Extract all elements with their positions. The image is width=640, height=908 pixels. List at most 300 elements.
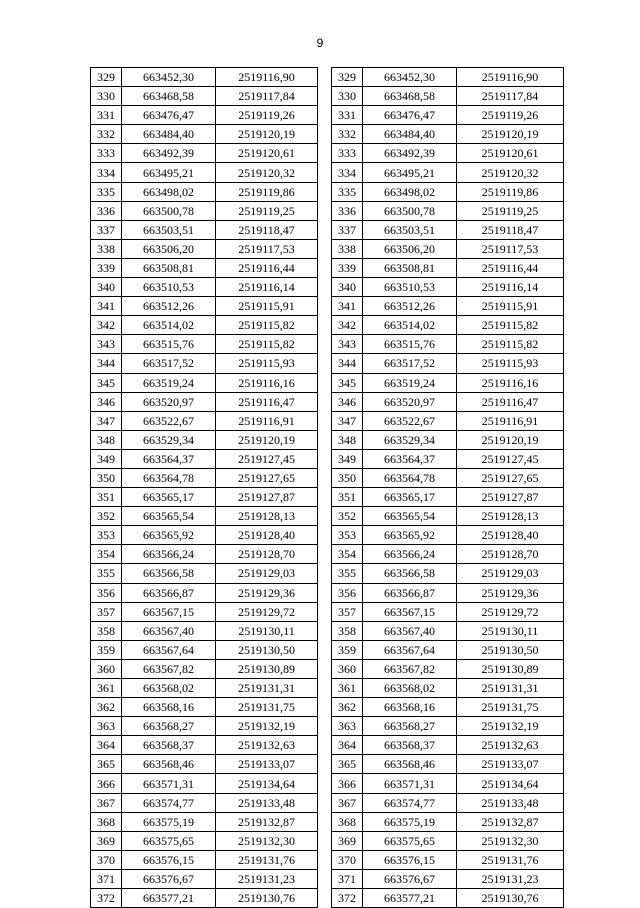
y-coordinate-cell: 2519132,63 — [457, 736, 564, 755]
y-coordinate-cell: 2519117,84 — [457, 87, 564, 106]
point-number-cell: 332 — [91, 125, 122, 144]
table-row — [332, 831, 564, 850]
point-number-cell: 362 — [91, 698, 122, 717]
table-row — [332, 679, 564, 698]
table-row — [91, 220, 318, 239]
table-row — [91, 468, 318, 487]
table-body-right — [332, 68, 564, 908]
table-row — [91, 602, 318, 621]
x-coordinate-cell: 663575,19 — [363, 812, 457, 831]
y-coordinate-cell: 2519130,50 — [457, 640, 564, 659]
table-row — [332, 545, 564, 564]
y-coordinate-cell: 2519133,07 — [457, 755, 564, 774]
x-coordinate-cell: 663566,58 — [363, 564, 457, 583]
y-coordinate-cell: 2519119,86 — [457, 182, 564, 201]
point-number-cell: 336 — [91, 201, 122, 220]
y-coordinate-cell: 2519116,91 — [216, 411, 318, 430]
point-number-cell: 330 — [332, 87, 363, 106]
x-coordinate-cell: 663500,78 — [363, 201, 457, 220]
point-number-cell: 334 — [332, 163, 363, 182]
table-row — [332, 392, 564, 411]
point-number-cell: 341 — [332, 297, 363, 316]
table-row — [91, 354, 318, 373]
x-coordinate-cell: 663575,19 — [122, 812, 216, 831]
y-coordinate-cell: 2519115,82 — [457, 316, 564, 335]
point-number-cell: 359 — [332, 640, 363, 659]
point-number-cell: 334 — [91, 163, 122, 182]
y-coordinate-cell: 2519132,87 — [457, 812, 564, 831]
y-coordinate-cell: 2519133,07 — [216, 755, 318, 774]
y-coordinate-cell: 2519116,44 — [216, 258, 318, 277]
y-coordinate-cell: 2519130,76 — [216, 889, 318, 908]
point-number-cell: 363 — [91, 717, 122, 736]
y-coordinate-cell: 2519115,82 — [216, 335, 318, 354]
table-row — [91, 411, 318, 430]
table-row — [91, 201, 318, 220]
point-number-cell: 367 — [91, 793, 122, 812]
y-coordinate-cell: 2519132,30 — [457, 831, 564, 850]
x-coordinate-cell: 663567,82 — [122, 659, 216, 678]
point-number-cell: 349 — [91, 449, 122, 468]
x-coordinate-cell: 663522,67 — [363, 411, 457, 430]
x-coordinate-cell: 663565,54 — [363, 507, 457, 526]
table-body-left — [91, 68, 318, 908]
table-row — [91, 640, 318, 659]
y-coordinate-cell: 2519127,45 — [216, 449, 318, 468]
x-coordinate-cell: 663520,97 — [363, 392, 457, 411]
y-coordinate-cell: 2519131,75 — [457, 698, 564, 717]
point-number-cell: 369 — [332, 831, 363, 850]
x-coordinate-cell: 663508,81 — [122, 258, 216, 277]
y-coordinate-cell: 2519131,76 — [216, 850, 318, 869]
y-coordinate-cell: 2519115,82 — [457, 335, 564, 354]
table-row — [91, 812, 318, 831]
point-number-cell: 365 — [91, 755, 122, 774]
table-row — [91, 449, 318, 468]
point-number-cell: 360 — [91, 659, 122, 678]
coordinates-table-right — [331, 67, 555, 908]
table-row — [332, 564, 564, 583]
x-coordinate-cell: 663565,92 — [122, 526, 216, 545]
y-coordinate-cell: 2519116,47 — [216, 392, 318, 411]
x-coordinate-cell: 663566,87 — [122, 583, 216, 602]
y-coordinate-cell: 2519130,11 — [216, 621, 318, 640]
y-coordinate-cell: 2519127,65 — [457, 468, 564, 487]
x-coordinate-cell: 663565,17 — [363, 488, 457, 507]
y-coordinate-cell: 2519134,64 — [216, 774, 318, 793]
y-coordinate-cell: 2519132,19 — [216, 717, 318, 736]
x-coordinate-cell: 663506,20 — [122, 239, 216, 258]
x-coordinate-cell: 663568,46 — [122, 755, 216, 774]
x-coordinate-cell: 663577,21 — [363, 889, 457, 908]
y-coordinate-cell: 2519131,31 — [457, 679, 564, 698]
x-coordinate-cell: 663510,53 — [363, 278, 457, 297]
y-coordinate-cell: 2519118,47 — [457, 220, 564, 239]
table-row — [332, 793, 564, 812]
table-row — [91, 583, 318, 602]
point-number-cell: 340 — [332, 278, 363, 297]
y-coordinate-cell: 2519116,16 — [216, 373, 318, 392]
y-coordinate-cell: 2519117,53 — [457, 239, 564, 258]
x-coordinate-cell: 663452,30 — [122, 68, 216, 87]
x-coordinate-cell: 663568,27 — [363, 717, 457, 736]
point-number-cell: 359 — [91, 640, 122, 659]
x-coordinate-cell: 663564,37 — [363, 449, 457, 468]
y-coordinate-cell: 2519120,32 — [216, 163, 318, 182]
x-coordinate-cell: 663568,27 — [122, 717, 216, 736]
x-coordinate-cell: 663495,21 — [122, 163, 216, 182]
x-coordinate-cell: 663566,58 — [122, 564, 216, 583]
x-coordinate-cell: 663492,39 — [122, 144, 216, 163]
table-row — [91, 698, 318, 717]
point-number-cell: 332 — [332, 125, 363, 144]
y-coordinate-cell: 2519118,47 — [216, 220, 318, 239]
point-number-cell: 351 — [91, 488, 122, 507]
table-row — [332, 87, 564, 106]
x-coordinate-cell: 663514,02 — [363, 316, 457, 335]
y-coordinate-cell: 2519129,03 — [216, 564, 318, 583]
point-number-cell: 360 — [332, 659, 363, 678]
table-row — [91, 564, 318, 583]
x-coordinate-cell: 663567,64 — [363, 640, 457, 659]
table-row — [91, 545, 318, 564]
x-coordinate-cell: 663503,51 — [122, 220, 216, 239]
y-coordinate-cell: 2519127,45 — [457, 449, 564, 468]
point-number-cell: 364 — [332, 736, 363, 755]
x-coordinate-cell: 663476,47 — [363, 106, 457, 125]
y-coordinate-cell: 2519130,89 — [457, 659, 564, 678]
y-coordinate-cell: 2519130,11 — [457, 621, 564, 640]
table-row — [332, 106, 564, 125]
x-coordinate-cell: 663568,16 — [122, 698, 216, 717]
table-row — [91, 717, 318, 736]
y-coordinate-cell: 2519131,31 — [216, 679, 318, 698]
table-row — [332, 507, 564, 526]
y-coordinate-cell: 2519119,25 — [216, 201, 318, 220]
table-row — [332, 316, 564, 335]
table-row — [91, 335, 318, 354]
point-number-cell: 355 — [91, 564, 122, 583]
point-number-cell: 343 — [332, 335, 363, 354]
table-row — [91, 392, 318, 411]
table-row — [91, 679, 318, 698]
point-number-cell: 354 — [332, 545, 363, 564]
y-coordinate-cell: 2519116,14 — [457, 278, 564, 297]
point-number-cell: 371 — [332, 869, 363, 888]
point-number-cell: 364 — [91, 736, 122, 755]
x-coordinate-cell: 663568,16 — [363, 698, 457, 717]
y-coordinate-cell: 2519119,86 — [216, 182, 318, 201]
x-coordinate-cell: 663517,52 — [363, 354, 457, 373]
y-coordinate-cell: 2519119,26 — [216, 106, 318, 125]
table-row — [332, 430, 564, 449]
y-coordinate-cell: 2519127,87 — [216, 488, 318, 507]
y-coordinate-cell: 2519120,19 — [457, 430, 564, 449]
point-number-cell: 339 — [332, 258, 363, 277]
y-coordinate-cell: 2519128,13 — [457, 507, 564, 526]
point-number-cell: 357 — [332, 602, 363, 621]
table-row — [332, 335, 564, 354]
table-row — [91, 68, 318, 87]
x-coordinate-cell: 663577,21 — [122, 889, 216, 908]
y-coordinate-cell: 2519115,93 — [216, 354, 318, 373]
point-number-cell: 361 — [91, 679, 122, 698]
point-number-cell: 350 — [91, 468, 122, 487]
point-number-cell: 366 — [91, 774, 122, 793]
point-number-cell: 370 — [332, 850, 363, 869]
y-coordinate-cell: 2519120,61 — [216, 144, 318, 163]
y-coordinate-cell: 2519128,40 — [216, 526, 318, 545]
point-number-cell: 366 — [332, 774, 363, 793]
point-number-cell: 353 — [332, 526, 363, 545]
y-coordinate-cell: 2519116,14 — [216, 278, 318, 297]
y-coordinate-cell: 2519131,23 — [216, 869, 318, 888]
table-row — [332, 602, 564, 621]
table-row — [332, 717, 564, 736]
y-coordinate-cell: 2519129,72 — [457, 602, 564, 621]
y-coordinate-cell: 2519133,48 — [216, 793, 318, 812]
table-row — [332, 583, 564, 602]
point-number-cell: 362 — [332, 698, 363, 717]
point-number-cell: 354 — [91, 545, 122, 564]
point-number-cell: 336 — [332, 201, 363, 220]
table-row — [91, 87, 318, 106]
table-row — [91, 621, 318, 640]
point-number-cell: 342 — [332, 316, 363, 335]
table-row — [91, 869, 318, 888]
point-number-cell: 368 — [91, 812, 122, 831]
x-coordinate-cell: 663566,24 — [122, 545, 216, 564]
table-row — [91, 297, 318, 316]
table-row — [332, 373, 564, 392]
y-coordinate-cell: 2519115,82 — [216, 316, 318, 335]
y-coordinate-cell: 2519132,30 — [216, 831, 318, 850]
y-coordinate-cell: 2519132,19 — [457, 717, 564, 736]
table-row — [91, 488, 318, 507]
y-coordinate-cell: 2519115,93 — [457, 354, 564, 373]
table-row — [332, 239, 564, 258]
point-number-cell: 352 — [332, 507, 363, 526]
point-number-cell: 349 — [332, 449, 363, 468]
table-row — [332, 659, 564, 678]
x-coordinate-cell: 663564,78 — [363, 468, 457, 487]
table-row — [91, 774, 318, 793]
point-number-cell: 357 — [91, 602, 122, 621]
point-number-cell: 344 — [332, 354, 363, 373]
x-coordinate-cell: 663576,15 — [363, 850, 457, 869]
y-coordinate-cell: 2519115,91 — [216, 297, 318, 316]
y-coordinate-cell: 2519132,87 — [216, 812, 318, 831]
table-row — [332, 526, 564, 545]
x-coordinate-cell: 663571,31 — [363, 774, 457, 793]
x-coordinate-cell: 663492,39 — [363, 144, 457, 163]
point-number-cell: 331 — [91, 106, 122, 125]
point-number-cell: 333 — [91, 144, 122, 163]
y-coordinate-cell: 2519115,91 — [457, 297, 564, 316]
y-coordinate-cell: 2519128,70 — [457, 545, 564, 564]
point-number-cell: 339 — [91, 258, 122, 277]
y-coordinate-cell: 2519131,75 — [216, 698, 318, 717]
x-coordinate-cell: 663564,37 — [122, 449, 216, 468]
x-coordinate-cell: 663512,26 — [122, 297, 216, 316]
x-coordinate-cell: 663567,40 — [122, 621, 216, 640]
y-coordinate-cell: 2519116,91 — [457, 411, 564, 430]
x-coordinate-cell: 663568,37 — [122, 736, 216, 755]
point-number-cell: 331 — [332, 106, 363, 125]
table-row — [91, 182, 318, 201]
point-number-cell: 347 — [332, 411, 363, 430]
x-coordinate-cell: 663568,37 — [363, 736, 457, 755]
y-coordinate-cell: 2519120,19 — [216, 125, 318, 144]
x-coordinate-cell: 663576,67 — [122, 869, 216, 888]
x-coordinate-cell: 663508,81 — [363, 258, 457, 277]
x-coordinate-cell: 663567,15 — [122, 602, 216, 621]
point-number-cell: 368 — [332, 812, 363, 831]
point-number-cell: 372 — [332, 889, 363, 908]
x-coordinate-cell: 663575,65 — [363, 831, 457, 850]
point-number-cell: 370 — [91, 850, 122, 869]
page-number: 9 — [316, 36, 324, 50]
point-number-cell: 335 — [91, 182, 122, 201]
x-coordinate-cell: 663522,67 — [122, 411, 216, 430]
x-coordinate-cell: 663452,30 — [363, 68, 457, 87]
table-row — [332, 182, 564, 201]
point-number-cell: 356 — [91, 583, 122, 602]
point-number-cell: 343 — [91, 335, 122, 354]
x-coordinate-cell: 663575,65 — [122, 831, 216, 850]
x-coordinate-cell: 663510,53 — [122, 278, 216, 297]
y-coordinate-cell: 2519120,32 — [457, 163, 564, 182]
x-coordinate-cell: 663506,20 — [363, 239, 457, 258]
x-coordinate-cell: 663515,76 — [122, 335, 216, 354]
x-coordinate-cell: 663564,78 — [122, 468, 216, 487]
y-coordinate-cell: 2519128,70 — [216, 545, 318, 564]
y-coordinate-cell: 2519127,87 — [457, 488, 564, 507]
table-row — [332, 163, 564, 182]
point-number-cell: 356 — [332, 583, 363, 602]
table-row — [332, 125, 564, 144]
point-number-cell: 348 — [91, 430, 122, 449]
x-coordinate-cell: 663503,51 — [363, 220, 457, 239]
table-row — [91, 507, 318, 526]
point-number-cell: 341 — [91, 297, 122, 316]
point-number-cell: 338 — [91, 239, 122, 258]
x-coordinate-cell: 663566,24 — [363, 545, 457, 564]
table-row — [91, 239, 318, 258]
y-coordinate-cell: 2519134,64 — [457, 774, 564, 793]
point-number-cell: 350 — [332, 468, 363, 487]
table-row — [332, 812, 564, 831]
point-number-cell: 372 — [91, 889, 122, 908]
x-coordinate-cell: 663476,47 — [122, 106, 216, 125]
table-row — [91, 163, 318, 182]
point-number-cell: 337 — [332, 220, 363, 239]
point-number-cell: 352 — [91, 507, 122, 526]
point-number-cell: 358 — [91, 621, 122, 640]
y-coordinate-cell: 2519119,25 — [457, 201, 564, 220]
table-row — [332, 869, 564, 888]
point-number-cell: 342 — [91, 316, 122, 335]
point-number-cell: 363 — [332, 717, 363, 736]
y-coordinate-cell: 2519116,16 — [457, 373, 564, 392]
x-coordinate-cell: 663468,58 — [122, 87, 216, 106]
point-number-cell: 365 — [332, 755, 363, 774]
table-row — [332, 850, 564, 869]
x-coordinate-cell: 663529,34 — [122, 430, 216, 449]
point-number-cell: 348 — [332, 430, 363, 449]
y-coordinate-cell: 2519128,40 — [457, 526, 564, 545]
x-coordinate-cell: 663567,40 — [363, 621, 457, 640]
y-coordinate-cell: 2519131,23 — [457, 869, 564, 888]
table-row — [332, 468, 564, 487]
y-coordinate-cell: 2519130,89 — [216, 659, 318, 678]
table-row — [332, 220, 564, 239]
table-row — [91, 430, 318, 449]
x-coordinate-cell: 663567,15 — [363, 602, 457, 621]
point-number-cell: 351 — [332, 488, 363, 507]
table-row — [91, 526, 318, 545]
table-row — [332, 774, 564, 793]
table-row — [91, 258, 318, 277]
y-coordinate-cell: 2519133,48 — [457, 793, 564, 812]
point-number-cell: 346 — [91, 392, 122, 411]
x-coordinate-cell: 663567,82 — [363, 659, 457, 678]
x-coordinate-cell: 663567,64 — [122, 640, 216, 659]
x-coordinate-cell: 663484,40 — [363, 125, 457, 144]
table-row — [91, 125, 318, 144]
point-number-cell: 345 — [91, 373, 122, 392]
table-row — [91, 736, 318, 755]
coordinates-table-left — [90, 67, 314, 908]
x-coordinate-cell: 663576,15 — [122, 850, 216, 869]
x-coordinate-cell: 663484,40 — [122, 125, 216, 144]
table-row — [332, 258, 564, 277]
point-number-cell: 355 — [332, 564, 363, 583]
y-coordinate-cell: 2519119,26 — [457, 106, 564, 125]
y-coordinate-cell: 2519131,76 — [457, 850, 564, 869]
point-number-cell: 337 — [91, 220, 122, 239]
point-number-cell: 346 — [332, 392, 363, 411]
table-row — [332, 698, 564, 717]
point-number-cell: 333 — [332, 144, 363, 163]
table-row — [91, 144, 318, 163]
table-row — [91, 659, 318, 678]
point-number-cell: 358 — [332, 621, 363, 640]
table-row — [91, 755, 318, 774]
y-coordinate-cell: 2519117,53 — [216, 239, 318, 258]
x-coordinate-cell: 663566,87 — [363, 583, 457, 602]
x-coordinate-cell: 663519,24 — [122, 373, 216, 392]
x-coordinate-cell: 663568,02 — [122, 679, 216, 698]
point-number-cell: 347 — [91, 411, 122, 430]
table-row — [91, 106, 318, 125]
y-coordinate-cell: 2519129,36 — [457, 583, 564, 602]
point-number-cell: 345 — [332, 373, 363, 392]
y-coordinate-cell: 2519116,44 — [457, 258, 564, 277]
table-row — [332, 449, 564, 468]
x-coordinate-cell: 663512,26 — [363, 297, 457, 316]
x-coordinate-cell: 663565,54 — [122, 507, 216, 526]
x-coordinate-cell: 663468,58 — [363, 87, 457, 106]
table-row — [332, 297, 564, 316]
table-row — [91, 316, 318, 335]
y-coordinate-cell: 2519127,65 — [216, 468, 318, 487]
table-row — [332, 201, 564, 220]
table-row — [332, 278, 564, 297]
y-coordinate-cell: 2519129,03 — [457, 564, 564, 583]
table-row — [332, 144, 564, 163]
point-number-cell: 335 — [332, 182, 363, 201]
